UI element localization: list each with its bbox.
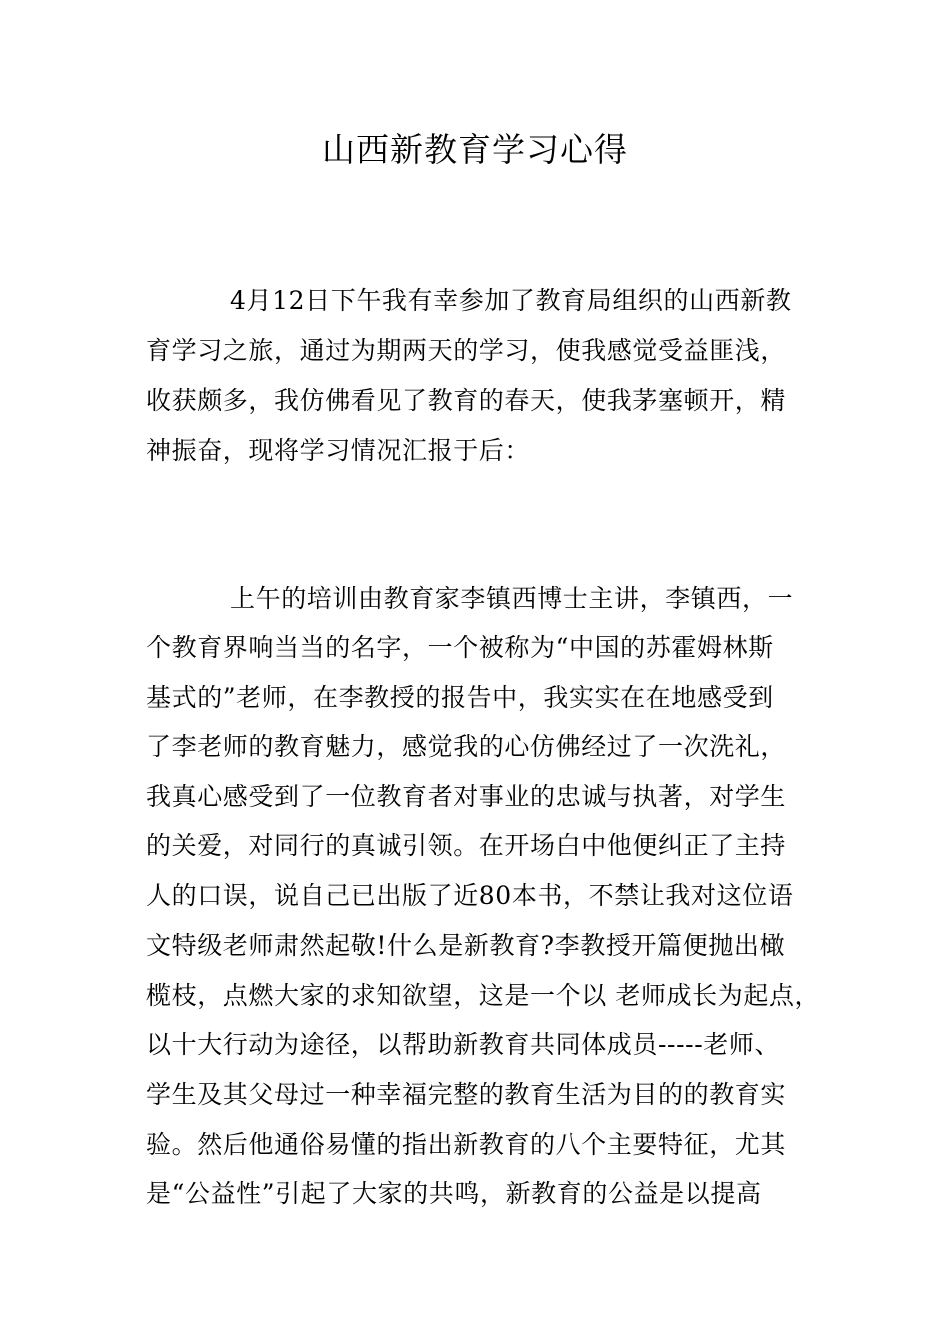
text-line: 上午的培训由教育家李镇西博士主讲，李镇西，一 [230,584,794,613]
text-line: 育学习之旅，通过为期两天的学习，使我感觉受益匪浅， [146,336,787,365]
text-line: 基式的”老师，在李教授的报告中，我实实在在地感受到 [146,683,774,712]
text-line: 的关爱，对同行的真诚引领。在开场白中他便纠正了主持 [146,831,787,860]
text-line: 收获颇多，我仿佛看见了教育的春天，使我茅塞顿开，精 [146,386,787,415]
text-line: 了李老师的教育魅力，感觉我的心仿佛经过了一次洗礼， [146,732,787,761]
text-line: 神振奋，现将学习情况汇报于后： [146,436,531,465]
text-line: 人的口误，说自己已出版了近80本书，不禁让我对这位语 [146,881,794,910]
document-title: 山西新教育学习心得 [322,130,628,169]
text-line: 个教育界响当当的名字，一个被称为“中国的苏霍姆林斯 [146,633,774,662]
text-line: 4月12日下午我有幸参加了教育局组织的山西新教 [230,286,792,315]
text-line: 文特级老师肃然起敬!什么是新教育?李教授开篇便抛出橄 [146,931,786,960]
text-line: 以十大行动为途径，以帮助新教育共同体成员-----老师、 [146,1030,781,1059]
text-line: 学生及其父母过一种幸福完整的教育生活为目的的教育实 [146,1080,787,1109]
text-line: 我真心感受到了一位教育者对事业的忠诚与执著，对学生 [146,782,787,811]
text-line: 榄枝，点燃大家的求知欲望，这是一个以 老师成长为起点， [146,981,821,1010]
text-line: 验。然后他通俗易懂的指出新教育的八个主要特征，尤其 [146,1130,787,1159]
text-line: 是“公益性”引起了大家的共鸣，新教育的公益是以提高 [146,1179,762,1208]
